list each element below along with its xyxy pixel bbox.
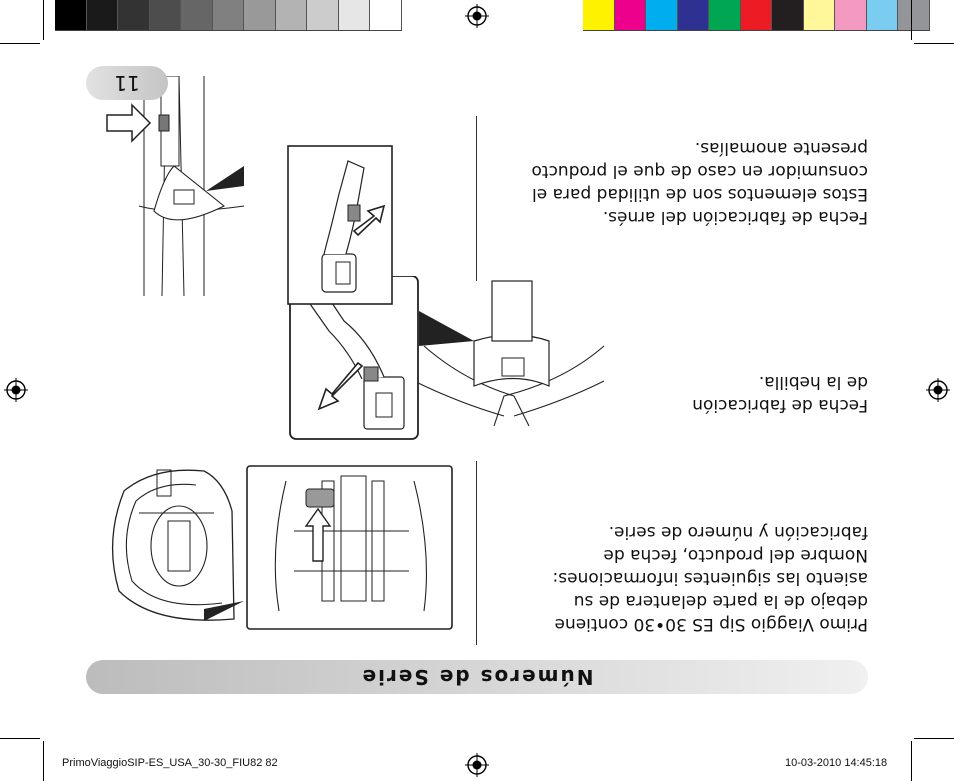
- footer-timestamp: 10-03-2010 14:45:18: [785, 757, 888, 769]
- callout-wedge: [419, 311, 474, 346]
- paragraph-harness-date: Fecha de fabricación del arnés. Estos elementos son de utilidad para el consumidor en caso de que el producto presente anomalías.: [531, 138, 868, 227]
- callout-wedge: [206, 166, 244, 191]
- paragraph-buckle-date: Fecha de fabricación de la hebilla.: [692, 372, 868, 415]
- buckle-harness-drawing: [414, 281, 604, 426]
- section-title: Números de Serie: [360, 665, 594, 689]
- seat-shell-drawing: [113, 470, 234, 620]
- seat-label-illustration: [94, 461, 454, 631]
- page-number: 11: [114, 71, 140, 95]
- paragraph-seat-info: Primo Viaggio Sip ES 30•30 contiene debajo de la parte delantera de su asiento las siguientes informaciones: Nombre del producto, fecha de fabricación y número de serie.: [552, 522, 868, 634]
- footer-file-info: PrimoViaggioSIP-ES_USA_30-30_FIU82 82: [62, 757, 278, 769]
- section-title-banner: [86, 660, 868, 694]
- serial-label-icon: [348, 205, 360, 221]
- serial-label-icon: [306, 489, 334, 507]
- harness-label-illustration: [94, 76, 394, 306]
- serial-label-icon: [364, 367, 378, 381]
- serial-label-icon: [159, 115, 169, 131]
- divider-line: [476, 461, 477, 645]
- divider-line: [476, 116, 477, 281]
